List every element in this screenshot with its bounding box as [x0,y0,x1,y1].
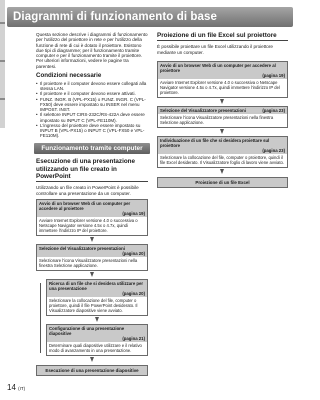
loop-line [36,279,46,357]
loop-group [36,279,148,357]
final-step: Esecuzione di una presentazione diapositive [36,365,148,376]
list-item: • Il proiettore e il computer devono essere attivati. [36,91,148,96]
arrow-down-icon [36,237,148,244]
step-box-locate [157,136,288,168]
page-ref: (pagina 20) [122,290,145,296]
step-text: Selezionare la collocazione del file, computer o proiettore, quindi il file Excel desiderato. Il Visualizzatore foglio di lavoro viene avviato. [160,155,284,166]
arrow-down-icon [46,317,148,324]
conditions-list [36,81,148,138]
page-ref: (pagina 20) [122,250,145,256]
step-text: Selezionare la collocazione del file, computer o proiettore, quindi il file PowerPoint desiderato. Il Visualizzatore diapositive viene avviato. [49,298,138,314]
page-number [7,383,25,392]
list-item: • Il proiettore e il computer devono essere collegati alla stessa LAN. [36,81,148,91]
final-step: Proiezione di un file Excel [157,177,288,188]
step-text: Selezionare l'icona Visualizzatore presentazioni nella finestra Selezione applicazione. [39,258,138,269]
list-item: • Il selettore INPUT CIRS-232C/RS-422A deve essere impostato su INPUT C (VPL-FE110M). [36,112,148,122]
section-bar: Funzionamento tramite computer [34,143,150,154]
step-box-browser [157,61,288,98]
step-title: Avvio di un browser Web di un computer per accedere al proiettore [39,200,131,211]
step-text: Determinare quali diapositive utilizzare e il relativo modo di avanzamento in una presentazione. [49,343,142,354]
section-text: Utilizzando un file creato in PowerPoint è possibile controllare una presentazione da un computer. [36,185,139,196]
step-title: Selezione del Visualizzatore presentazioni [160,107,246,113]
left-column [36,32,148,376]
arrow-down-icon [36,272,148,279]
step-box-viewer [157,106,288,128]
arrow-down-icon [157,169,288,176]
page-ref: (pagina 23) [262,107,285,113]
step-title: Selezione del Visualizzatore presentazioni [39,245,125,251]
arrow-down-icon [157,129,288,136]
step-text: Avviare Internet Explorer versione 4.0 o successiva o Netscape Navigator versione 4.5x o 4.7x, quindi immettere l'indirizzo IP del proiettore. [39,218,138,234]
list-item: • L'ingresso del proiettore deve essere impostato su INPUT B (VPL-PX15) o INPUT C (VPL-FX50 e VPL-FE110M). [36,123,148,139]
page-ref: (pagina 19) [262,72,285,78]
page-ref: (pagina 21) [122,335,145,341]
step-box-search [46,279,148,316]
arrow-down-icon [157,99,288,106]
side-tab [0,0,5,128]
arrow-down-icon [36,357,148,364]
page-title: Diagrammi di funzionamento di base [13,11,218,23]
page-header [7,7,293,27]
step-title: Configurazione di una presentazione diapositive [49,325,125,336]
conditions-heading: Condizioni necessarie [36,72,102,80]
step-text: Selezionare l'icona Visualizzatore presentazioni nella finestra Selezione applicazione. [160,115,274,126]
page-ref: (pagina 19) [122,210,145,216]
section-title: Proiezione di un file Excel sul proiettore [157,32,288,41]
list-item: • FUNZ. INGR. B (VPL-PX15) o FUNZ. INGR. C (VPL-FX50) deve essere impostato su INSER nel menu IMPOST. INST. [36,97,148,113]
language-code: (IT) [18,386,26,391]
step-title: Avvio di un browser Web di un computer per accedere al proiettore [160,62,276,73]
step-title: Ricerca di un file che si desidera utilizzare per una presentazione [49,280,144,291]
step-box-viewer [36,244,148,271]
step-box-browser [36,199,148,236]
right-column [157,32,288,188]
section-text: È possibile proiettare un file Excel utilizzando il proiettore mediante un computer. [157,44,273,55]
section-title: Esecuzione di una presentazione utilizzando un file creato in PowerPoint [36,158,148,182]
page-ref: (pagina 23) [262,147,285,153]
page-number-value: 14 [7,383,16,392]
step-text: Avviare Internet Explorer versione 4.0 o successiva o Netscape Navigator versione 4.5x o 4.7x, quindi immettere l'indirizzo IP del proiettore. [160,80,280,96]
step-box-config [46,324,148,356]
intro-text: Questa sezione descrive i diagrammi di funzionamento per l'utilizzo del proiettore in rete e per l'utilizzo della funzione di rete di cui è dotato il proiettore. Esistono due tipi di diagramme; per il funzionamento tramite computer e per il funzionamento tramite il proiettore. Per ulteriori informazioni, vedere le pagine tra parentesi. [36,32,148,69]
step-title: Individuazione di un file che si desidera proiettare sul proiettore [160,137,270,148]
